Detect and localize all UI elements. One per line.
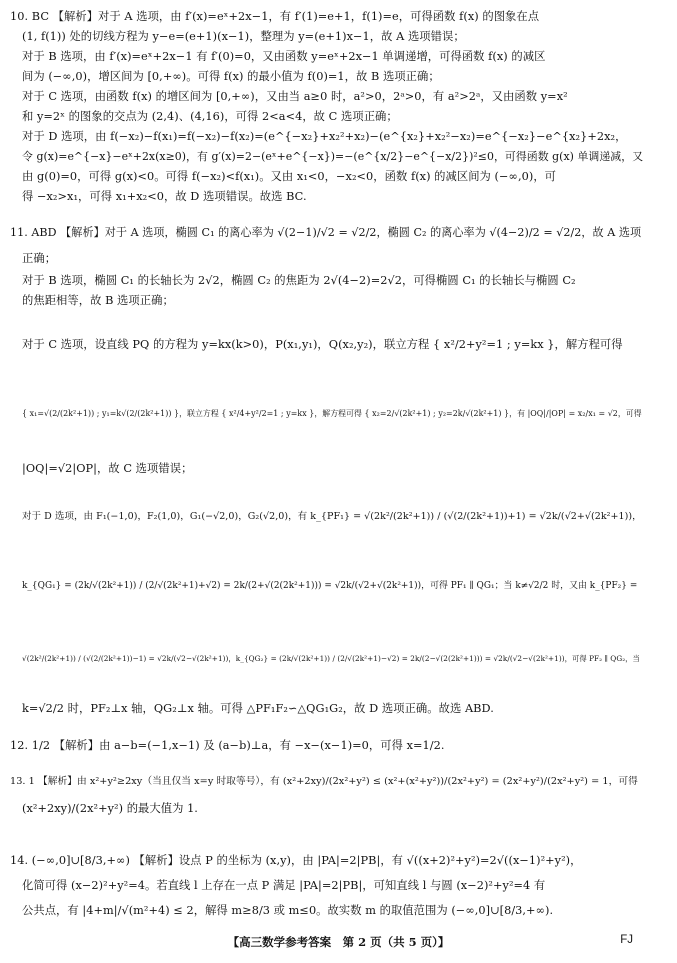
text-line: k_{QG₁} = (2k/√(2k²+1)) / (2/√(2k²+1)+√2) = 2k/(2+√(2(2k²+1))) = √2k/(√2+√(2k²+1))，可得 PF₁ ∥ QG₁；当 k≠√2/2 时，又由 k_{PF₂} =	[22, 581, 638, 591]
page-footer: 【高三数学参考答案 第 2 页（共 5 页）】	[227, 935, 450, 949]
text-line: (1, f(1)) 处的切线方程为 y−e=(e+1)(x−1)，整理为 y=(e+1)x−1，故 A 选项错误；	[22, 30, 465, 43]
text-line: 正确；	[22, 252, 57, 265]
text-line: √(2k²/(2k²+1)) / (√(2/(2k²+1))−1) = √2k/(√2−√(2k²+1))，k_{QG₂} = (2k/√(2k²+1)) / (2/√(2k²+1)−√2) = 2k/(2−√(2(2k²+1))) = √2k/(√2−√(2k²+1))，可得 PF₂ ∥ QG₂，当	[22, 654, 640, 663]
text-line: 得 −x₂>x₁，可得 x₁+x₂<0，故 D 选项错误。故选 BC.	[22, 190, 307, 203]
text-line: 对于 D 选项，由 F₁(−1,0)，F₂(1,0)，G₁(−√2,0)，G₂(√2,0)，有 k_{PF₁} = √(2k²/(2k²+1)) / (√(2/(2k²+1))+1) = √2k/(√2+√(2k²+1))，	[22, 511, 642, 522]
footer-code: FJ	[620, 934, 633, 946]
text-line: 12. 1/2 【解析】由 a−b=(−1,x−1) 及 (a−b)⊥a，有 −x−(x−1)=0，可得 x=1/2.	[10, 739, 445, 752]
text-line: 10. BC 【解析】对于 A 选项，由 f′(x)=eˣ+2x−1，有 f′(1)=e+1，f(1)=e，可得函数 f(x) 的图象在点	[10, 10, 540, 23]
text-line: 对于 B 选项，椭圆 C₁ 的长轴长为 2√2，椭圆 C₂ 的焦距为 2√(4−2)=2√2，可得椭圆 C₁ 的长轴长与椭圆 C₂	[22, 274, 576, 287]
text-line: 对于 B 选项，由 f′(x)=eˣ+2x−1 有 f′(0)=0，又由函数 y=eˣ+2x−1 单调递增，可得函数 f(x) 的减区	[22, 50, 546, 63]
text-line: 对于 C 选项，设直线 PQ 的方程为 y=kx(k>0)，P(x₁,y₁)，Q(x₂,y₂)，联立方程 { x²/2+y²=1 ; y=kx }，解方程可得	[22, 338, 623, 351]
text-line: |OQ|=√2|OP|，故 C 选项错误；	[22, 462, 193, 475]
text-line: (x²+2xy)/(2x²+y²) 的最大值为 1.	[22, 802, 198, 815]
text-line: 对于 D 选项，由 f(−x₂)−f(x₁)=f(−x₂)−f(x₂)=(e^{−x₂}+x₂²+x₂)−(e^{x₂}+x₂²−x₂)=e^{−x₂}−e^{x₂}+2x₂，	[22, 130, 627, 143]
text-line: 令 g(x)=e^{−x}−eˣ+2x(x≥0)，有 g′(x)=2−(eˣ+e^{−x})=−(e^{x/2}−e^{−x/2})²≤0，可得函数 g(x) 单调递减，又	[22, 150, 644, 163]
text-line: 11. ABD 【解析】对于 A 选项，椭圆 C₁ 的离心率为 √(2−1)/√2 = √2/2，椭圆 C₂ 的离心率为 √(4−2)/2 = √2/2，故 A 选项	[10, 226, 642, 239]
text-line: 化简可得 (x−2)²+y²=4。若直线 l 上存在一点 P 满足 |PA|=2|PB|，可知直线 l 与圆 (x−2)²+y²=4 有	[22, 879, 546, 892]
text-line: 的焦距相等，故 B 选项正确；	[22, 294, 174, 307]
text-line: 公共点，有 |4+m|/√(m²+4) ≤ 2，解得 m≥8/3 或 m≤0。故实数 m 的取值范围为 (−∞,0]∪[8/3,+∞).	[22, 904, 554, 917]
text-line: { x₁=√(2/(2k²+1)) ; y₁=k√(2/(2k²+1)) }，联立方程 { x²/4+y²/2=1 ; y=kx }，解方程可得 { x₂=2/√(2k²+1) ; y₂=2k/√(2k²+1) }，有 |OQ|/|OP| = x₂/x₁ = √2，可得	[22, 409, 642, 418]
text-line: 由 g(0)=0，可得 g(x)<0。可得 f(−x₂)<f(x₁)。又由 x₁<0，−x₂<0，函数 f(x) 的减区间为 (−∞,0)，可	[22, 170, 557, 183]
text-line: 14. (−∞,0]∪[8/3,+∞) 【解析】设点 P 的坐标为 (x,y)，由 |PA|=2|PB|，有 √((x+2)²+y²)=2√((x−1)²+y²)，	[10, 854, 582, 867]
text-line: k=√2/2 时，PF₂⊥x 轴，QG₂⊥x 轴。可得 △PF₁F₂∽△QG₁G₂，故 D 选项正确。故选 ABD.	[22, 702, 494, 715]
text-line: 间为 (−∞,0)，增区间为 [0,+∞)。可得 f(x) 的最小值为 f(0)=1，故 B 选项正确；	[22, 70, 440, 83]
text-line: 和 y=2ˣ 的图象的交点为 (2,4)、(4,16)，可得 2<a<4，故 C 选项正确；	[22, 110, 398, 123]
text-line: 13. 1 【解析】由 x²+y²≥2xy（当且仅当 x=y 时取等号），有 (x²+2xy)/(2x²+y²) ≤ (x²+(x²+y²))/(2x²+y²) = (2x²+y²)/(2x²+y²) = 1，可得	[10, 776, 638, 787]
text-line: 对于 C 选项，由函数 f(x) 的增区间为 [0,+∞)，又由当 a≥0 时，a²>0，2ᵃ>0，有 a²>2ᵃ，又由函数 y=x²	[22, 90, 568, 103]
